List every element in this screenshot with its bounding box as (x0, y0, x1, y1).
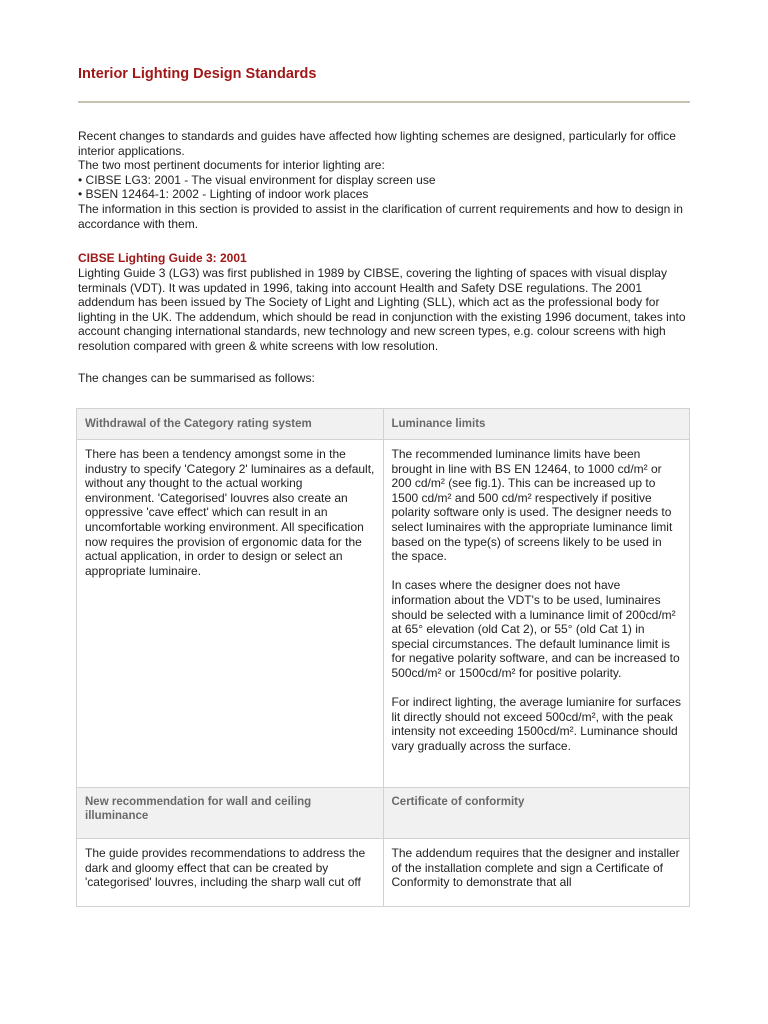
table-row (77, 839, 690, 907)
header-category-withdrawal: Withdrawal of the Category rating system (77, 409, 384, 440)
header-certificate-conformity: Certificate of conformity (383, 788, 690, 839)
summary-lead: The changes can be summarised as follows: (78, 371, 315, 385)
section-body: Lighting Guide 3 (LG3) was first published in 1989 by CIBSE, covering the lighting of spaces with visual display terminals (VDT). It was updated in 1996, taking into account Health and Safety DSE regulations. The 2001 addendum has been issued by The Society of Light and Lighting (SLL), which act as the professional body for lighting in the UK. The addendum, which should be read in conjunction with the existing 1996 document, takes into account changing international standards, new technology and new screen types, e.g. colour screens with high resolution compared with green & white screens with low resolution. (78, 266, 686, 353)
cell-text: In cases where the designer does not have information about the VDT's to be used, luminaires should be selected with a luminance limit of 200cd/m² at 65° elevation (old Cat 2), or 55° (old Cat 1) in special circumstances. The default luminance limit is for negative polarity software, and can be increased to 500cd/m² or 1500cd/m² for positive polarity. (391, 578, 680, 680)
cell-text: The guide provides recommendations to address the dark and gloomy effect that can be created by 'categorised' louvres, including the sharp wall cut off (85, 846, 366, 890)
page-title: Interior Lighting Design Standards (78, 66, 317, 82)
cell-luminance-limits (383, 440, 690, 788)
cell-wall-ceiling-illuminance (77, 839, 384, 907)
intro-bullet-bsen: • BSEN 12464-1: 2002 - Lighting of indoor work places (78, 187, 369, 202)
cell-text: There has been a tendency amongst some in the industry to specify 'Category 2' luminaires as a default, without any thought to the actual working environment. 'Categorised' louvres also create an oppressive 'cave effect' which can result in an uncomfortable working environment. All specification now requires the provision of ergonomic data for the actual application, in order to design or select an appropriate luminaire. (85, 447, 375, 578)
intro-section (78, 129, 690, 231)
cell-category-withdrawal (77, 440, 384, 788)
table-row (77, 440, 690, 788)
header-wall-ceiling-illuminance: New recommendation for wall and ceiling illuminance (77, 788, 384, 839)
intro-paragraph: Recent changes to standards and guides have affected how lighting schemes are designed, particularly for office interior applications. (78, 129, 676, 158)
table-header-row (77, 409, 690, 440)
cell-text: The addendum requires that the designer and installer of the installation complete and sign a Certificate of Conformity to demonstrate that all (391, 846, 680, 890)
cell-text: For indirect lighting, the average lumianire for surfaces lit directly should not exceed 500cd/m², with the peak intensity not exceeding 1500cd/m². Luminance should vary gradually across the surface. (391, 695, 681, 753)
cell-certificate-conformity (383, 839, 690, 907)
intro-documents-lead: The two most pertinent documents for interior lighting are: (78, 158, 385, 173)
intro-bullet-lg3: • CIBSE LG3: 2001 - The visual environment for display screen use (78, 172, 436, 187)
changes-table (76, 408, 690, 907)
section-heading: CIBSE Lighting Guide 3: 2001 (78, 251, 247, 265)
title-divider (78, 101, 690, 103)
table-header-row (77, 788, 690, 839)
intro-purpose: The information in this section is provided to assist in the clarification of current requirements and how to design in accordance with them. (78, 201, 683, 231)
cell-text: The recommended luminance limits have been brought in line with BS EN 12464, to 1000 cd/m² or 200 cd/m² (see fig.1). This can be increased up to 1500 cd/m² and 500 cd/m² respectively if positive polarity software only is used. The designer needs to select luminaires with the appropriate luminance limit based on the type(s) of screens likely to be used in the space. (391, 447, 673, 564)
header-luminance-limits: Luminance limits (383, 409, 690, 440)
